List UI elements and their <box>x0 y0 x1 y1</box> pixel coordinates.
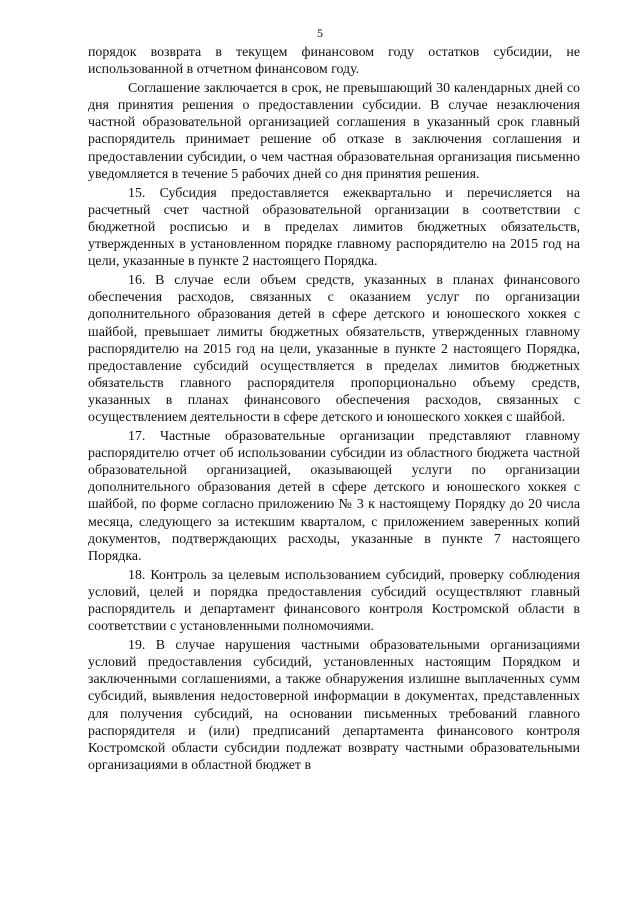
paragraph-18: 18. Контроль за целевым использованием субсидий, проверку соблюдения условий, целей и порядка предоставления субсидий осуществляют главный распорядитель и департамент финансового контроля Костромской области в соответствии с установленными полномочиями. <box>88 567 580 635</box>
page-number: 5 <box>317 26 323 40</box>
paragraph-16: 16. В случае если объем средств, указанных в планах финансового обеспечения расходов, связанных с оказанием услуг по организации дополнительного образования детей в сфере детского и юношеского хоккея с шайбой, превышает лимиты бюджетных обязательств, утвержденных главному распорядителю на 2015 год на цели, указанные в пункте 2 настоящего Порядка, предоставление субсидий осуществляется в пределах лимитов бюджетных обязательств главного распорядителя пропорционально объему средств, указанных в планах финансового обеспечения расходов, связанных с осуществлением деятельности в сфере детского и юношеского хоккея с шайбой. <box>88 273 580 425</box>
document-body <box>88 44 580 776</box>
paragraph-19: 19. В случае нарушения частными образовательными организациями условий предоставления субсидий, установленных настоящим Порядком и заключенными соглашениями, а также обнаружения излишне выплаченных сумм субсидий, выявления недостоверной информации в документах, представленных для получения субсидий, на основании письменных требований главного распорядителя и (или) предписаний департамента финансового контроля Костромской области субсидии подлежат возврату частными образовательными организациями в областной бюджет в <box>88 638 580 773</box>
paragraph-17: 17. Частные образовательные организации представляют главному распорядителю отчет об использовании субсидии из областного бюджета частной образовательной организацией, оказывающей услуги по организации дополнительного образования детей в сфере детского и юношеского хоккея с шайбой, по форме согласно приложению № 3 к настоящему Порядку до 20 числа месяца, следующего за истекшим кварталом, с приложением заверенных копий документов, подтверждающих расходы, указанные в пункте 7 настоящего Порядка. <box>88 429 580 564</box>
paragraph-continued: порядок возврата в текущем финансовом году остатков субсидии, не использованной в отчетном финансовом году. <box>88 45 580 78</box>
paragraph-agreement: Соглашение заключается в срок, не превышающий 30 календарных дней со дня принятия решения о предоставлении субсидии. В случае незаключения частной образовательной организацией соглашения в указанный срок главный распорядитель принимает решение об отказе в заключения соглашения и предоставлении субсидии, о чем частная образовательная организация письменно уведомляется в течение 5 рабочих дней со дня принятия решения. <box>88 81 580 182</box>
paragraph-15: 15. Субсидия предоставляется ежеквартально и перечисляется на расчетный счет частной образовательной организации в соответствии с бюджетной росписью и в пределах лимитов бюджетных обязательств, утвержденных в установленном порядке главному распорядителю на 2015 год на цели, указанные в пункте 2 настоящего Порядка. <box>88 185 580 270</box>
